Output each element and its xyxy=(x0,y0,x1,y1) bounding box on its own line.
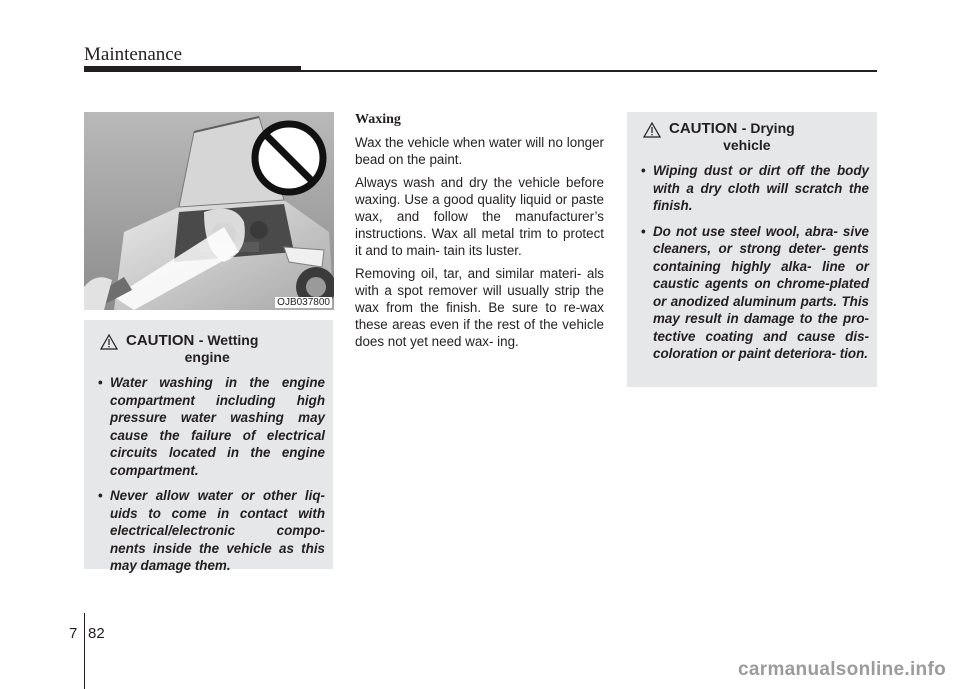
caution-bullet: • Do not use steel wool, abra- sive cleaners, or strong deter- gents containing highly alka- line or caustic agents on chrome-plated or anodized aluminum parts. This may result in damage to the pro- tective coating and cause dis- coloration or paint deteriora- tion. xyxy=(641,223,869,361)
caution-subtitle-line1: - Wetting xyxy=(198,332,259,348)
section-title-waxing: Waxing xyxy=(355,112,401,127)
paragraph: Always wash and dry the vehicle before waxing. Use a good quality liquid or paste wax, and follow the manufacturer’s instructions. Wax all metal trim to protect it and to main- tain its luster. xyxy=(355,175,604,258)
warning-triangle-icon xyxy=(100,334,118,350)
engine-washing-illustration xyxy=(84,112,334,310)
caution-word: CAUTION xyxy=(669,120,738,137)
header-rule-thin xyxy=(301,70,877,72)
bullet-dot-icon: • xyxy=(641,163,646,178)
caution-subtitle-line1: - Drying xyxy=(741,120,795,136)
page-header-title: Maintenance xyxy=(84,44,183,65)
warning-triangle-icon xyxy=(643,122,661,138)
waxing-section xyxy=(355,112,604,356)
caution-bullet: • Wiping dust or dirt off the body with a dry cloth will scratch the finish. xyxy=(641,163,869,213)
caution-heading xyxy=(639,120,869,154)
bullet-dot-icon: • xyxy=(98,375,103,390)
caution-heading xyxy=(96,332,325,366)
page-number: 82 xyxy=(88,625,105,642)
site-watermark: carmanualsonline.info xyxy=(738,659,946,680)
caution-box-wetting-engine xyxy=(84,320,333,573)
caution-bullet: • Water washing in the engine compartment including high pressure water washing may cause the failure of electrical circuits located in the engine compartment. xyxy=(98,375,325,478)
bullet-dot-icon: • xyxy=(98,488,103,503)
paragraph: Wax the vehicle when water will no longer bead on the paint. xyxy=(355,135,604,167)
figure-code-label: OJB037800 xyxy=(277,297,330,308)
caution-subtitle-line2: vehicle xyxy=(723,137,771,153)
car-hood-open-image xyxy=(84,112,334,310)
header-rule-thick xyxy=(84,66,301,72)
paragraph: Removing oil, tar, and similar materi- als with a spot remover will usually strip the wax from the finish. Be sure to re-wax these areas even if the rest of the vehicle does not yet need wax- ing. xyxy=(355,266,604,349)
footer-divider xyxy=(84,613,85,689)
caution-bullet-list xyxy=(639,162,869,363)
caution-bullet: • Never allow water or other liq- uids to come in contact with electrical/electronic compo- nents inside the vehicle as this may damage them. xyxy=(98,488,325,573)
caution-bullet-list xyxy=(96,374,325,575)
caution-word: CAUTION xyxy=(126,332,195,349)
caution-subtitle-line2: engine xyxy=(184,349,230,365)
caution-box-drying-vehicle xyxy=(627,112,877,387)
bullet-dot-icon: • xyxy=(641,223,646,239)
chapter-number: 7 xyxy=(69,625,78,642)
